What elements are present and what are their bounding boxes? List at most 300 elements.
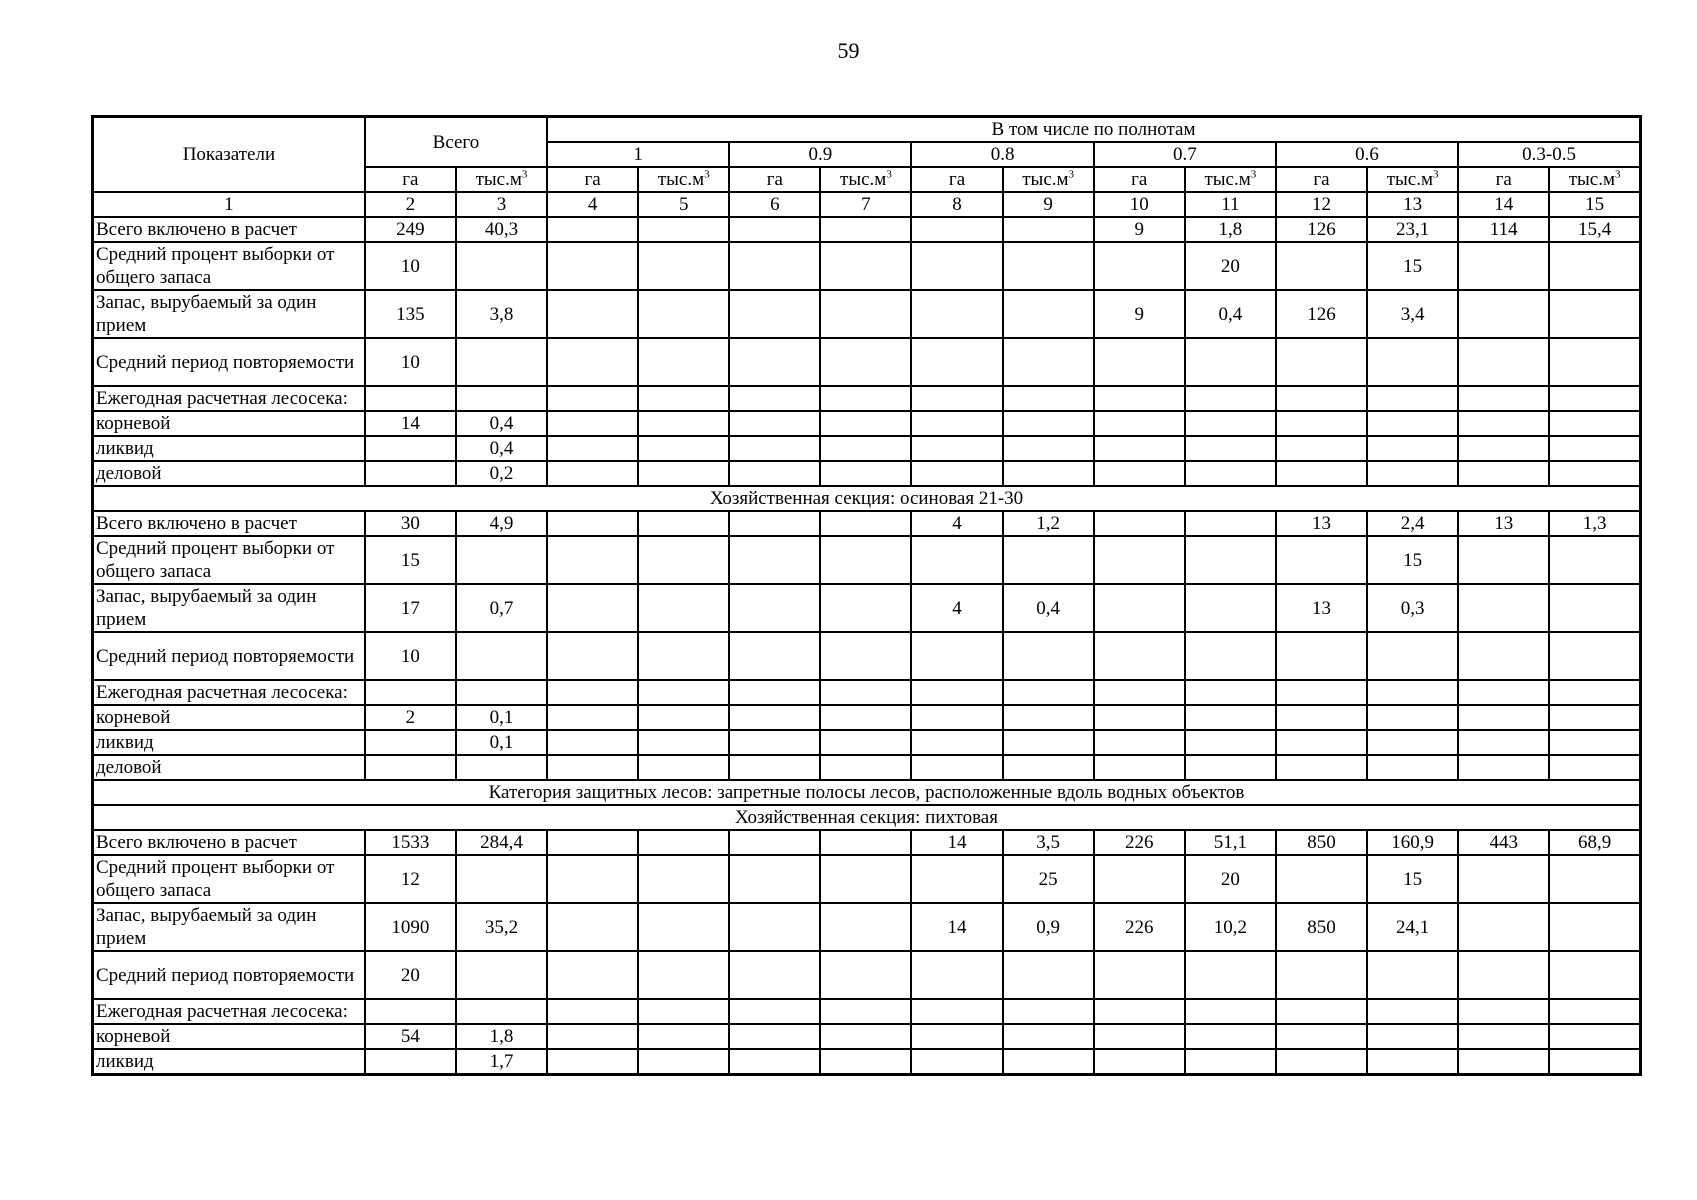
column-number: 8 — [911, 192, 1002, 217]
unit-volume-text: тыс.м — [1204, 169, 1251, 190]
table-cell: 30 — [365, 511, 456, 536]
table-cell — [547, 705, 638, 730]
table-cell: 1090 — [365, 903, 456, 951]
table-cell: 0,7 — [456, 584, 547, 632]
table-cell — [820, 903, 911, 951]
table-cell: 13 — [1458, 511, 1549, 536]
table-cell: 13 — [1276, 584, 1367, 632]
table-cell — [729, 855, 820, 903]
table-cell — [1549, 680, 1640, 705]
table-cell: 0,4 — [1003, 584, 1094, 632]
table-cell: 0,2 — [456, 461, 547, 486]
table-cell — [729, 217, 820, 242]
table-cell — [1367, 436, 1458, 461]
table-row — [93, 411, 1641, 436]
table-cell — [1458, 903, 1549, 951]
table-cell — [1185, 951, 1276, 999]
table-cell — [1185, 584, 1276, 632]
table-cell — [820, 755, 911, 780]
table-cell — [911, 217, 1002, 242]
table-cell — [1003, 242, 1094, 290]
header-density-1: 1 — [547, 142, 729, 167]
table-cell: 14 — [365, 411, 456, 436]
header-density-0-3-0-5: 0.3-0.5 — [1458, 142, 1640, 167]
row-label: Средний период повторяемости — [93, 632, 365, 680]
table-cell — [1276, 705, 1367, 730]
table-row — [93, 461, 1641, 486]
table-cell — [547, 999, 638, 1024]
table-cell — [638, 1049, 729, 1075]
unit-volume — [1185, 167, 1276, 192]
table-cell: 126 — [1276, 290, 1367, 338]
section-title: Категория защитных лесов: запретные полосы лесов, расположенные вдоль водных объектов — [93, 780, 1641, 805]
table-cell — [547, 242, 638, 290]
table-cell — [1094, 951, 1185, 999]
unit-ha: га — [1094, 167, 1185, 192]
header-density-0-8: 0.8 — [911, 142, 1093, 167]
table-cell — [1276, 1024, 1367, 1049]
unit-volume-exponent: 3 — [521, 168, 528, 181]
row-label: Средний процент выборки от общего запаса — [93, 536, 365, 584]
table-cell — [547, 680, 638, 705]
table-cell — [1003, 461, 1094, 486]
unit-volume-text: тыс.м — [475, 169, 522, 190]
table-body — [93, 217, 1641, 1075]
table-cell — [547, 1024, 638, 1049]
table-cell: 1,8 — [1185, 217, 1276, 242]
table-cell: 1533 — [365, 830, 456, 855]
table-cell: 1,3 — [1549, 511, 1640, 536]
table-cell — [1458, 386, 1549, 411]
column-number: 9 — [1003, 192, 1094, 217]
table-cell — [1185, 680, 1276, 705]
table-cell: 51,1 — [1185, 830, 1276, 855]
table-cell: 0,1 — [456, 705, 547, 730]
row-label: Запас, вырубаемый за один прием — [93, 903, 365, 951]
table-cell — [1549, 632, 1640, 680]
table-cell — [911, 386, 1002, 411]
table-cell — [638, 755, 729, 780]
table-cell — [638, 903, 729, 951]
table-row — [93, 338, 1641, 386]
table-cell — [1094, 536, 1185, 584]
table-cell — [1549, 386, 1640, 411]
column-number: 2 — [365, 192, 456, 217]
table-cell — [1458, 411, 1549, 436]
table-cell — [1367, 951, 1458, 999]
table-cell — [820, 830, 911, 855]
unit-volume-exponent: 3 — [1615, 168, 1621, 181]
table-cell: 15 — [1367, 536, 1458, 584]
unit-volume-text: тыс.м — [657, 169, 705, 190]
table-cell — [1549, 584, 1640, 632]
table-cell — [1003, 1024, 1094, 1049]
table-cell: 40,3 — [456, 217, 547, 242]
table-cell — [820, 680, 911, 705]
unit-volume-exponent: 3 — [1432, 168, 1439, 181]
table-cell: 54 — [365, 1024, 456, 1049]
page-number: 59 — [837, 38, 860, 63]
column-number: 4 — [547, 192, 638, 217]
table-cell — [638, 290, 729, 338]
table-cell — [1094, 386, 1185, 411]
row-label: деловой — [93, 755, 365, 780]
table-cell — [1276, 411, 1367, 436]
table-cell: 17 — [365, 584, 456, 632]
table-cell — [1549, 1024, 1640, 1049]
table-cell — [638, 632, 729, 680]
table-cell — [1185, 1049, 1276, 1075]
table-cell — [638, 536, 729, 584]
table-cell: 249 — [365, 217, 456, 242]
table-cell — [1458, 855, 1549, 903]
table-cell — [456, 536, 547, 584]
table-cell — [1276, 536, 1367, 584]
table-cell — [1458, 999, 1549, 1024]
table-cell — [820, 705, 911, 730]
unit-volume — [1003, 167, 1094, 192]
table-cell — [911, 632, 1002, 680]
row-label: Всего включено в расчет — [93, 830, 365, 855]
table-cell — [638, 217, 729, 242]
table-cell — [1003, 951, 1094, 999]
table-cell — [820, 1024, 911, 1049]
table-cell — [1185, 755, 1276, 780]
table-cell: 9 — [1094, 217, 1185, 242]
table-cell — [820, 436, 911, 461]
table-cell — [1185, 730, 1276, 755]
unit-ha: га — [911, 167, 1002, 192]
table-cell — [1458, 755, 1549, 780]
table-cell: 0,1 — [456, 730, 547, 755]
table-cell — [365, 436, 456, 461]
table-cell — [1549, 461, 1640, 486]
column-number: 12 — [1276, 192, 1367, 217]
table-cell — [729, 338, 820, 386]
table-cell — [1094, 999, 1185, 1024]
table-cell — [729, 903, 820, 951]
table-cell: 35,2 — [456, 903, 547, 951]
table-cell — [820, 951, 911, 999]
table-cell — [729, 436, 820, 461]
table-cell: 114 — [1458, 217, 1549, 242]
row-label: ликвид — [93, 436, 365, 461]
table-cell — [911, 461, 1002, 486]
table-cell: 24,1 — [1367, 903, 1458, 951]
table-cell: 160,9 — [1367, 830, 1458, 855]
table-cell — [1367, 705, 1458, 730]
table-cell — [1367, 461, 1458, 486]
table-row — [93, 903, 1641, 951]
table-cell — [1367, 680, 1458, 705]
table-cell — [1003, 1049, 1094, 1075]
row-label: деловой — [93, 461, 365, 486]
table-cell — [1185, 632, 1276, 680]
table-cell — [1367, 411, 1458, 436]
table-cell — [1185, 436, 1276, 461]
table-cell — [1367, 632, 1458, 680]
table-cell — [638, 242, 729, 290]
table-cell — [1458, 536, 1549, 584]
section-title: Хозяйственная секция: пихтовая — [93, 805, 1641, 830]
table-cell — [729, 242, 820, 290]
table-cell: 4,9 — [456, 511, 547, 536]
unit-volume — [1367, 167, 1458, 192]
table-row — [93, 855, 1641, 903]
table-cell — [1458, 461, 1549, 486]
table-cell — [1549, 730, 1640, 755]
unit-volume — [1549, 167, 1640, 192]
table-row — [93, 999, 1641, 1024]
table-cell — [1549, 338, 1640, 386]
table-cell — [1276, 632, 1367, 680]
table-cell — [820, 584, 911, 632]
table-row — [93, 386, 1641, 411]
unit-volume-text: тыс.м — [840, 169, 887, 190]
table-cell — [1003, 999, 1094, 1024]
table-cell: 0,3 — [1367, 584, 1458, 632]
row-label: ликвид — [93, 730, 365, 755]
unit-volume-text: тыс.м — [1386, 169, 1433, 190]
table-cell — [729, 830, 820, 855]
row-label: Средний период повторяемости — [93, 338, 365, 386]
table-cell — [638, 999, 729, 1024]
table-row — [93, 705, 1641, 730]
table-cell — [820, 511, 911, 536]
table-cell — [547, 511, 638, 536]
table-cell — [1094, 680, 1185, 705]
table-cell — [638, 855, 729, 903]
table-cell — [547, 730, 638, 755]
table-cell — [638, 411, 729, 436]
table-cell — [1276, 461, 1367, 486]
table-cell — [456, 386, 547, 411]
table-cell — [547, 436, 638, 461]
table-cell: 443 — [1458, 830, 1549, 855]
table-cell — [1549, 436, 1640, 461]
table-cell — [1094, 705, 1185, 730]
section-title-row — [93, 805, 1641, 830]
table-cell: 3,8 — [456, 290, 547, 338]
table-cell — [365, 680, 456, 705]
column-number: 5 — [638, 192, 729, 217]
table-cell — [547, 903, 638, 951]
table-cell: 1,2 — [1003, 511, 1094, 536]
row-label: Средний процент выборки от общего запаса — [93, 242, 365, 290]
table-cell — [1094, 1024, 1185, 1049]
table-cell — [1276, 680, 1367, 705]
table-cell — [1094, 755, 1185, 780]
table-cell — [911, 705, 1002, 730]
table-row — [93, 217, 1641, 242]
table-cell: 15 — [365, 536, 456, 584]
table-cell — [638, 830, 729, 855]
row-label: ликвид — [93, 1049, 365, 1075]
table-cell — [729, 511, 820, 536]
table-cell: 1,8 — [456, 1024, 547, 1049]
table-cell: 10 — [365, 632, 456, 680]
table-cell — [1003, 338, 1094, 386]
table-cell — [1094, 338, 1185, 386]
table-cell — [729, 461, 820, 486]
table-cell — [456, 951, 547, 999]
table-cell — [1367, 1024, 1458, 1049]
header-total: Всего — [365, 117, 547, 168]
table-cell: 0,4 — [1185, 290, 1276, 338]
table-cell — [1003, 411, 1094, 436]
table-cell — [820, 217, 911, 242]
table-cell — [729, 632, 820, 680]
table-cell — [729, 411, 820, 436]
table-cell: 9 — [1094, 290, 1185, 338]
column-number: 1 — [93, 192, 365, 217]
table-cell — [911, 1024, 1002, 1049]
table-cell: 12 — [365, 855, 456, 903]
unit-ha: га — [1458, 167, 1549, 192]
table-cell: 10,2 — [1185, 903, 1276, 951]
unit-volume-exponent: 3 — [1250, 168, 1257, 181]
table-cell: 15,4 — [1549, 217, 1640, 242]
table-cell — [1185, 511, 1276, 536]
table-cell — [1094, 632, 1185, 680]
table-cell — [1549, 999, 1640, 1024]
table-cell — [1094, 242, 1185, 290]
row-label: Всего включено в расчет — [93, 511, 365, 536]
unit-ha: га — [547, 167, 638, 192]
table-cell — [547, 290, 638, 338]
table-cell — [729, 1049, 820, 1075]
table-cell — [1549, 951, 1640, 999]
table-cell — [547, 632, 638, 680]
table-cell — [1276, 242, 1367, 290]
header-density-0-7: 0.7 — [1094, 142, 1276, 167]
table-cell — [1003, 386, 1094, 411]
table-row — [93, 830, 1641, 855]
table-cell — [547, 951, 638, 999]
table-cell — [547, 755, 638, 780]
table-cell — [1458, 338, 1549, 386]
table-cell — [820, 242, 911, 290]
table-cell: 2 — [365, 705, 456, 730]
table-cell — [1458, 632, 1549, 680]
column-number: 15 — [1549, 192, 1640, 217]
table-cell — [729, 386, 820, 411]
table-cell — [911, 536, 1002, 584]
table-cell — [456, 338, 547, 386]
table-cell — [911, 680, 1002, 705]
table-cell — [456, 855, 547, 903]
table-cell — [911, 951, 1002, 999]
table-cell — [1276, 436, 1367, 461]
header-density-0-9: 0.9 — [729, 142, 911, 167]
column-number: 3 — [456, 192, 547, 217]
table-cell — [911, 755, 1002, 780]
table-cell — [638, 338, 729, 386]
table-cell — [729, 584, 820, 632]
unit-volume-exponent: 3 — [886, 168, 892, 181]
table-cell — [820, 536, 911, 584]
table-cell — [1185, 705, 1276, 730]
table-cell — [820, 290, 911, 338]
table-cell — [1003, 436, 1094, 461]
table-cell — [1367, 730, 1458, 755]
table-cell: 4 — [911, 511, 1002, 536]
table-cell: 20 — [1185, 855, 1276, 903]
table-cell — [820, 338, 911, 386]
table-cell — [456, 242, 547, 290]
table-cell — [1549, 855, 1640, 903]
table-cell — [1094, 1049, 1185, 1075]
table-cell — [1094, 855, 1185, 903]
table-cell — [456, 680, 547, 705]
table-cell — [911, 855, 1002, 903]
table-cell — [1185, 386, 1276, 411]
table-cell — [1458, 705, 1549, 730]
table-cell — [638, 1024, 729, 1049]
table-row — [93, 730, 1641, 755]
table-cell — [547, 461, 638, 486]
table-cell — [820, 461, 911, 486]
table-cell — [1003, 730, 1094, 755]
table-cell: 20 — [1185, 242, 1276, 290]
table-cell: 14 — [911, 903, 1002, 951]
table-cell — [1458, 436, 1549, 461]
unit-volume — [820, 167, 911, 192]
row-label: Ежегодная расчетная лесосека: — [93, 999, 365, 1024]
table-cell — [456, 632, 547, 680]
table-cell — [1458, 951, 1549, 999]
column-number: 14 — [1458, 192, 1549, 217]
table-cell — [1003, 217, 1094, 242]
table-row — [93, 436, 1641, 461]
table-cell: 226 — [1094, 903, 1185, 951]
table-cell — [729, 755, 820, 780]
column-number: 7 — [820, 192, 911, 217]
table-cell — [1276, 755, 1367, 780]
table-row — [93, 632, 1641, 680]
table-cell — [547, 855, 638, 903]
table-cell — [1094, 461, 1185, 486]
table-cell — [1094, 584, 1185, 632]
section-title: Хозяйственная секция: осиновая 21-30 — [93, 486, 1641, 511]
table-cell: 23,1 — [1367, 217, 1458, 242]
table-cell — [456, 999, 547, 1024]
table-cell — [911, 290, 1002, 338]
table-cell — [547, 411, 638, 436]
table-cell — [729, 730, 820, 755]
unit-volume-text: тыс.м — [1022, 169, 1069, 190]
table-cell: 850 — [1276, 830, 1367, 855]
table-cell — [638, 705, 729, 730]
table-cell — [1276, 1049, 1367, 1075]
table-cell — [911, 338, 1002, 386]
table-cell — [1094, 730, 1185, 755]
table-cell — [365, 461, 456, 486]
row-label: Средний процент выборки от общего запаса — [93, 855, 365, 903]
table-cell — [547, 217, 638, 242]
table-cell — [729, 705, 820, 730]
table-cell — [820, 386, 911, 411]
table-cell — [911, 436, 1002, 461]
table-cell: 135 — [365, 290, 456, 338]
table-row — [93, 951, 1641, 999]
table-cell — [1276, 951, 1367, 999]
table-cell — [1003, 705, 1094, 730]
table-cell — [1367, 1049, 1458, 1075]
unit-volume — [638, 167, 729, 192]
unit-volume-text: тыс.м — [1568, 169, 1616, 190]
table-cell: 10 — [365, 338, 456, 386]
